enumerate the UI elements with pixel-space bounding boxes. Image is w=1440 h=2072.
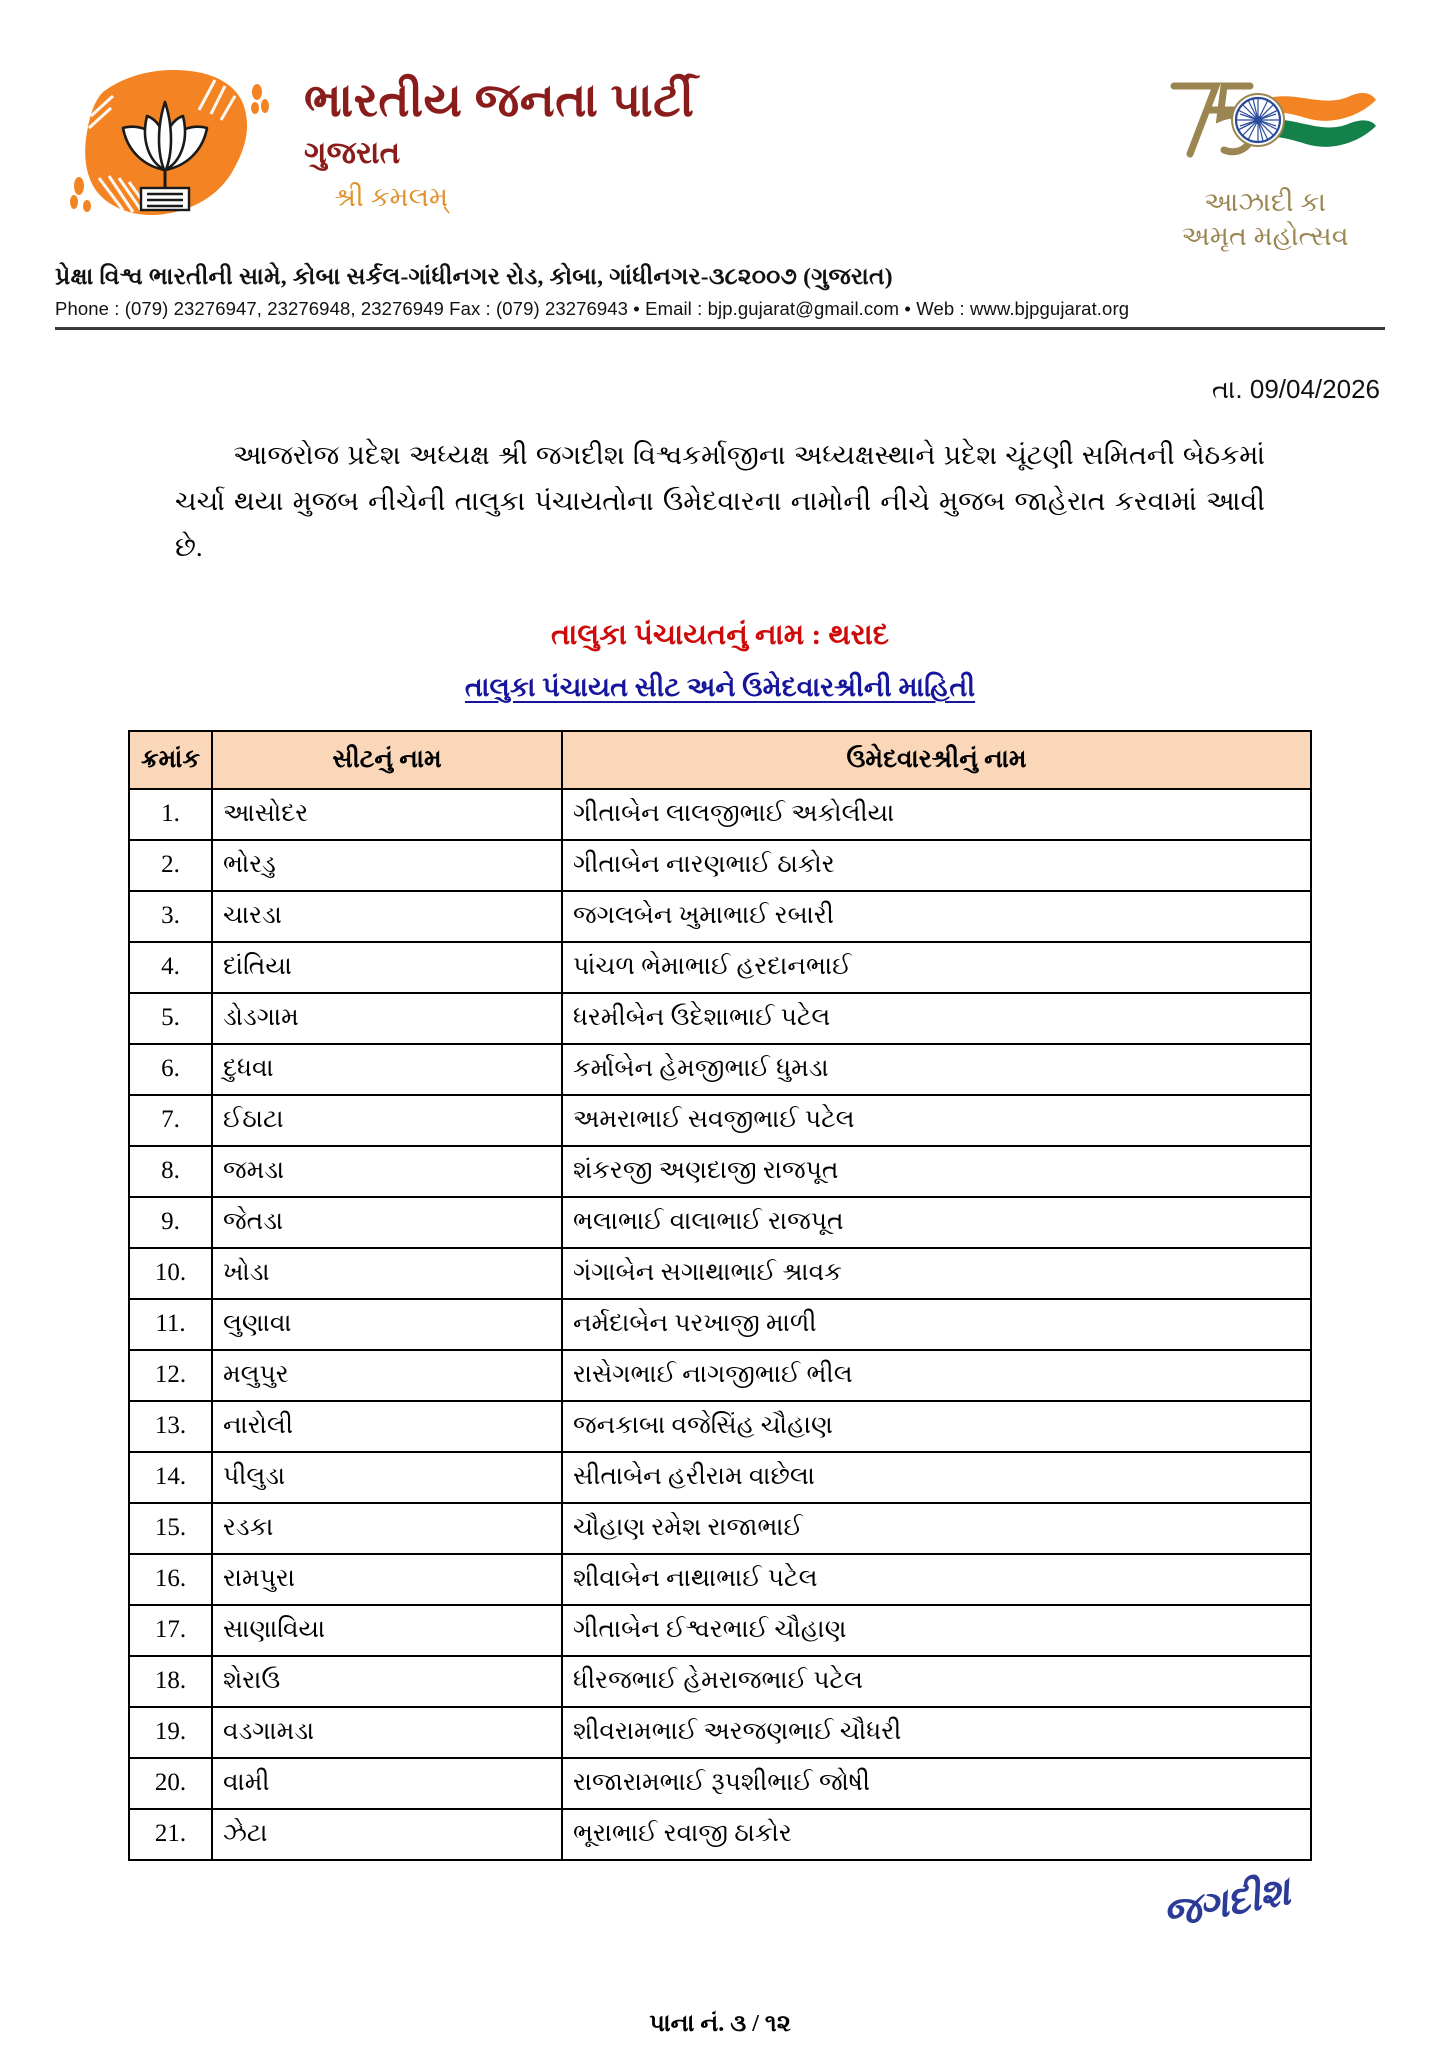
cell-index: 1. xyxy=(129,789,212,840)
table-row xyxy=(129,840,1311,891)
table-row xyxy=(129,1656,1311,1707)
date-row xyxy=(0,330,1440,406)
cell-candidate-name: ગીતાબેન નારણભાઈ ઠાકોર xyxy=(562,840,1311,891)
table-header-row xyxy=(129,731,1311,789)
cell-seat-name: જમડા xyxy=(212,1146,562,1197)
announcement-paragraph: આજરોજ પ્રદેશ અધ્યક્ષ શ્રી જગદીશ વિશ્વકર્માજીના અધ્યક્ષસ્થાને પ્રદેશ ચૂંટણી સમિતની બેઠકમાં ચર્ચા થયા મુજબ નીચેની તાલુકા પંચાયતોના ઉમેદવારના નામોની નીચે મુજબ જાહેરાત કરવામાં આવી છે. xyxy=(175,439,1265,563)
cell-candidate-name: રાસેગભાઈ નાગજીભાઈ ભીલ xyxy=(562,1350,1311,1401)
document-date: તા. 09/04/2026 xyxy=(1211,373,1380,404)
cell-candidate-name: નર્મદાબેન પરખાજી માળી xyxy=(562,1299,1311,1350)
party-wordmark xyxy=(304,58,694,211)
table-row xyxy=(129,1095,1311,1146)
cell-candidate-name: જગલબેન ખુમાભાઈ રબારી xyxy=(562,891,1311,942)
bjp-lotus-icon xyxy=(65,58,280,226)
table-subtitle-heading: તાલુકા પંચાયત સીટ અને ઉમેદવારશ્રીની માહિતી xyxy=(464,671,976,702)
table-row xyxy=(129,1605,1311,1656)
cell-candidate-name: ધીરજભાઈ હેમરાજભાઈ પટેલ xyxy=(562,1656,1311,1707)
cell-candidate-name: ગંગાબેન સગાથાભાઈ શ્રાવક xyxy=(562,1248,1311,1299)
cell-index: 14. xyxy=(129,1452,212,1503)
cell-seat-name: ઝેટા xyxy=(212,1809,562,1860)
column-header-seat-name: સીટનું નામ xyxy=(212,731,562,789)
table-row xyxy=(129,1758,1311,1809)
cell-candidate-name: જનકાબા વજેસિંહ ચૌહાણ xyxy=(562,1401,1311,1452)
party-tagline: શ્રી કમલમ્ xyxy=(334,182,449,212)
cell-index: 3. xyxy=(129,891,212,942)
address-block xyxy=(0,254,1440,330)
cell-index: 9. xyxy=(129,1197,212,1248)
column-header-candidate: ઉમેદવારશ્રીનું નામ xyxy=(562,731,1311,789)
cell-candidate-name: શંકરજી અણદાજી રાજપૂત xyxy=(562,1146,1311,1197)
cell-seat-name: નારોલી xyxy=(212,1401,562,1452)
cell-index: 2. xyxy=(129,840,212,891)
table-row xyxy=(129,993,1311,1044)
cell-index: 4. xyxy=(129,942,212,993)
table-row xyxy=(129,1146,1311,1197)
cell-seat-name: દાંતિયા xyxy=(212,942,562,993)
cell-index: 5. xyxy=(129,993,212,1044)
cell-index: 7. xyxy=(129,1095,212,1146)
cell-candidate-name: ભલાભાઈ વાલાભાઈ રાજપૂત xyxy=(562,1197,1311,1248)
cell-index: 17. xyxy=(129,1605,212,1656)
contact-details: Phone : (079) 23276947, 23276948, 23276949 Fax : (079) 23276943 • Email : bjp.gujarat@gmail.com • Web : www.bjpgujarat.org xyxy=(55,297,1130,319)
cell-candidate-name: સીતાબેન હરીરામ વાછેલા xyxy=(562,1452,1311,1503)
cell-candidate-name: ગીતાબેન લાલજીભાઈ અકોલીયા xyxy=(562,789,1311,840)
cell-candidate-name: ભૂરાભાઈ રવાજી ઠાકોર xyxy=(562,1809,1311,1860)
cell-index: 13. xyxy=(129,1401,212,1452)
table-row xyxy=(129,1809,1311,1860)
cell-candidate-name: કર્માબેન હેમજીભાઈ ધુમડા xyxy=(562,1044,1311,1095)
cell-seat-name: શેરાઉ xyxy=(212,1656,562,1707)
cell-index: 6. xyxy=(129,1044,212,1095)
cell-index: 21. xyxy=(129,1809,212,1860)
table-row xyxy=(129,1299,1311,1350)
cell-index: 12. xyxy=(129,1350,212,1401)
column-header-index: ક્રમાંક xyxy=(129,731,212,789)
cell-candidate-name: ધરમીબેન ઉદેશાભાઈ પટેલ xyxy=(562,993,1311,1044)
cell-index: 15. xyxy=(129,1503,212,1554)
table-row xyxy=(129,891,1311,942)
office-address: પ્રેક્ષા વિશ્વ ભારતીની સામે, કોબા સર્કલ-ગાંધીનગર રોડ, કોબા, ગાંધીનગર-૩૮૨૦૦૭ (ગુજરાત) xyxy=(55,263,893,290)
cell-index: 8. xyxy=(129,1146,212,1197)
table-row xyxy=(129,1707,1311,1758)
cell-candidate-name: રાજારામભાઈ રૂપશીભાઈ જોષી xyxy=(562,1758,1311,1809)
table-row xyxy=(129,1452,1311,1503)
party-name: ભારતીય જનતા પાર્ટી xyxy=(304,75,695,127)
table-body xyxy=(129,789,1311,1860)
cell-seat-name: પીલુડા xyxy=(212,1452,562,1503)
table-row xyxy=(129,1248,1311,1299)
cell-candidate-name: શીવાબેન નાથાભાઈ પટેલ xyxy=(562,1554,1311,1605)
signature-area xyxy=(0,1861,1440,2011)
cell-seat-name: વામી xyxy=(212,1758,562,1809)
table-row xyxy=(129,942,1311,993)
cell-seat-name: આસોદર xyxy=(212,789,562,840)
table-row xyxy=(129,1503,1311,1554)
cell-seat-name: રામપુરા xyxy=(212,1554,562,1605)
cell-seat-name: વડગામડા xyxy=(212,1707,562,1758)
cell-seat-name: લુણાવા xyxy=(212,1299,562,1350)
taluka-panchayat-heading: તાલુકા પંચાયતનું નામ : થરાદ xyxy=(551,618,889,651)
cell-candidate-name: શીવરામભાઈ અરજણભાઈ ચૌધરી xyxy=(562,1707,1311,1758)
table-row xyxy=(129,1401,1311,1452)
table-row xyxy=(129,789,1311,840)
table-row xyxy=(129,1350,1311,1401)
cell-seat-name: ચારડા xyxy=(212,891,562,942)
cell-candidate-name: પાંચળ ભેમાભાઈ હરદાનભાઈ xyxy=(562,942,1311,993)
page-number-footer: પાના નં. ૩ / ૧૨ xyxy=(649,2010,791,2037)
cell-seat-name: રડકા xyxy=(212,1503,562,1554)
letterhead xyxy=(0,0,1440,254)
cell-seat-name: ખોડા xyxy=(212,1248,562,1299)
party-state: ગુજરાત xyxy=(304,135,401,170)
amrit-line-2: અમૃત મહોત્સવ xyxy=(1181,220,1349,251)
azadi-ka-amrit-mahotsav-icon xyxy=(1145,58,1385,254)
cell-seat-name: ઈઠાટા xyxy=(212,1095,562,1146)
handwritten-signature: જગદીશ xyxy=(1159,1868,1294,1937)
table-row xyxy=(129,1554,1311,1605)
cell-seat-name: ડોડગામ xyxy=(212,993,562,1044)
cell-index: 16. xyxy=(129,1554,212,1605)
cell-candidate-name: ગીતાબેન ઈશ્વરભાઈ ચૌહાણ xyxy=(562,1605,1311,1656)
cell-seat-name: ભોરડુ xyxy=(212,840,562,891)
cell-candidate-name: ચૌહાણ રમેશ રાજાભાઈ xyxy=(562,1503,1311,1554)
table-row xyxy=(129,1044,1311,1095)
cell-index: 10. xyxy=(129,1248,212,1299)
cell-candidate-name: અમરાભાઈ સવજીભાઈ પટેલ xyxy=(562,1095,1311,1146)
cell-seat-name: સાણાવિયા xyxy=(212,1605,562,1656)
cell-index: 18. xyxy=(129,1656,212,1707)
cell-index: 20. xyxy=(129,1758,212,1809)
cell-index: 19. xyxy=(129,1707,212,1758)
cell-seat-name: મલુપુર xyxy=(212,1350,562,1401)
cell-seat-name: જેતડા xyxy=(212,1197,562,1248)
candidate-table xyxy=(128,730,1312,1861)
cell-index: 11. xyxy=(129,1299,212,1350)
cell-seat-name: દુધવા xyxy=(212,1044,562,1095)
candidate-table-wrapper xyxy=(128,730,1312,1861)
table-row xyxy=(129,1197,1311,1248)
table-head xyxy=(129,731,1311,789)
party-brand xyxy=(55,58,694,226)
amrit-line-1: આઝાદી કા xyxy=(1204,187,1326,217)
